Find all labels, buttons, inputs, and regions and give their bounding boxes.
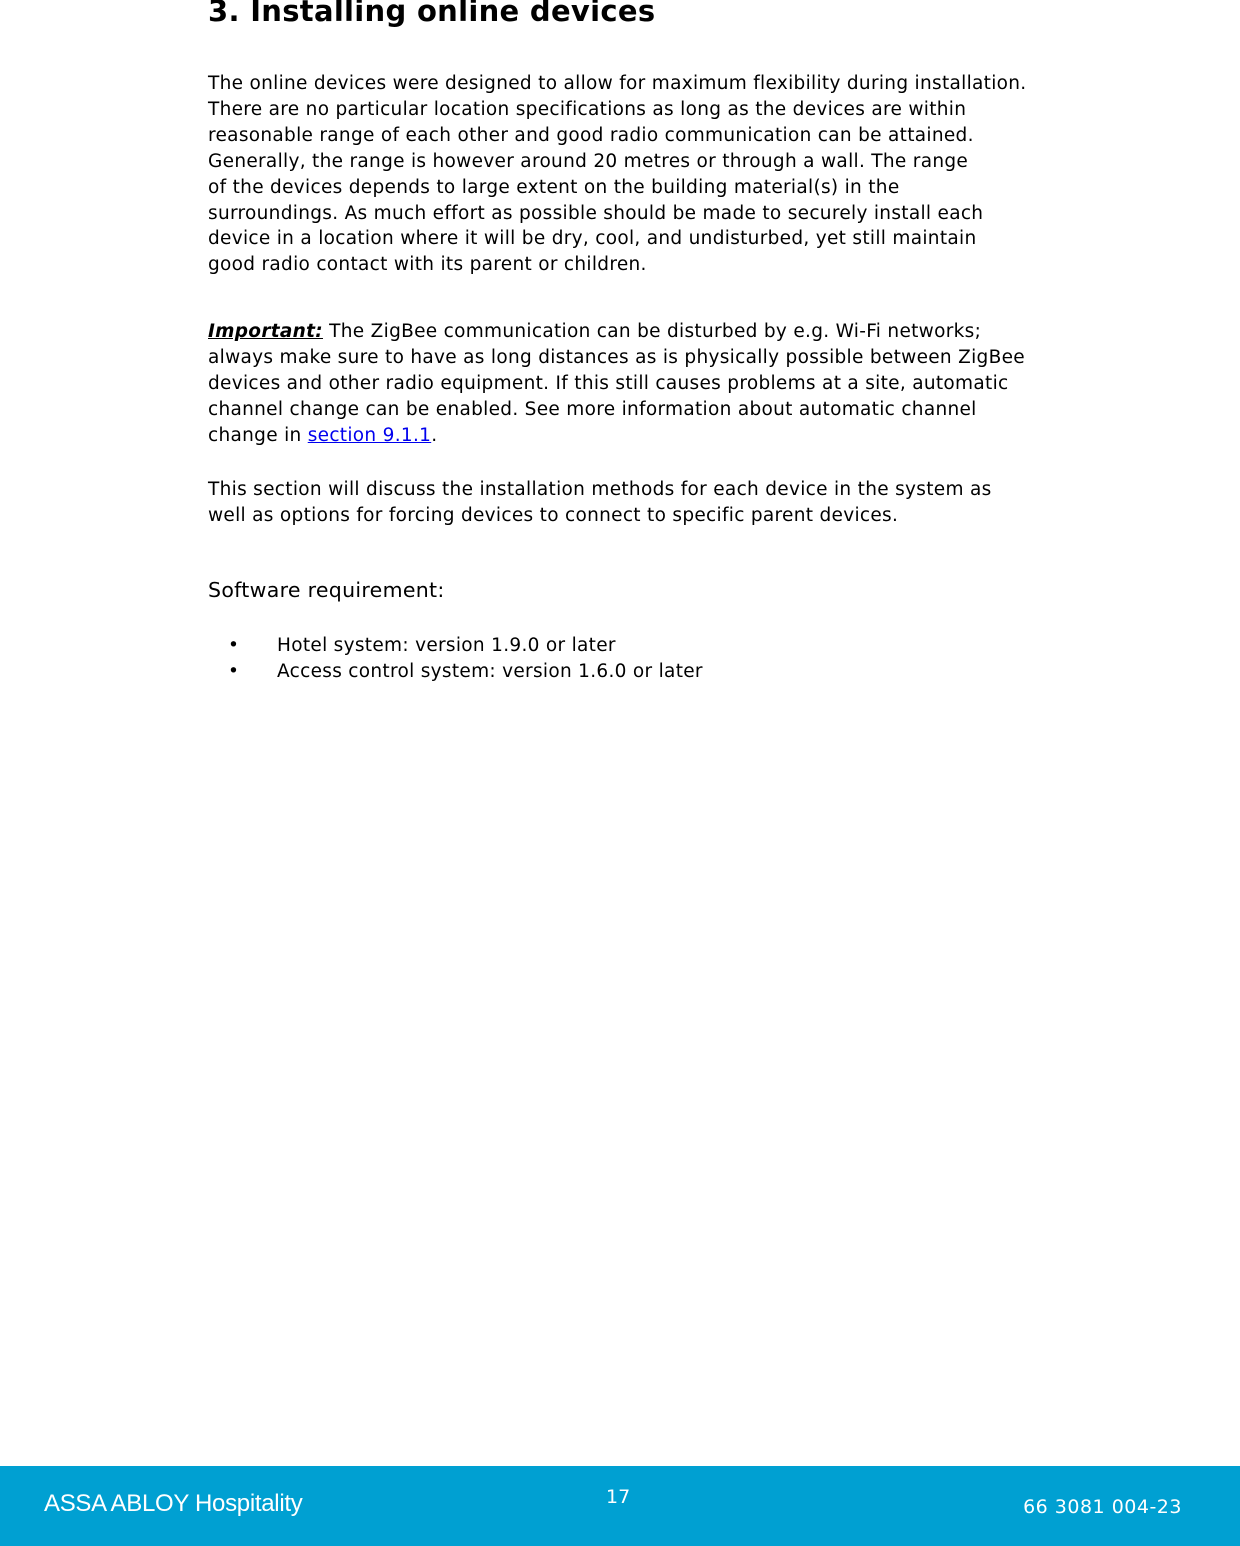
important-paragraph [208, 319, 1025, 449]
intro-line: The online devices were designed to allow for maximum flexibility during installation. [208, 73, 1027, 94]
requirements-list [208, 633, 703, 685]
intro-line: good radio contact with its parent or children. [208, 254, 647, 276]
important-line: channel change can be enabled. See more information about automatic channel [208, 398, 977, 420]
section-link[interactable]: section 9.1.1 [307, 424, 432, 446]
intro-line: device in a location where it will be dry, cool, and undisturbed, yet still maintain [208, 228, 977, 250]
page-title: 3. Installing online devices [208, 0, 656, 28]
important-text: change in [208, 424, 308, 446]
important-line: always make sure to have as long distances as is physically possible between ZigBee [208, 346, 1025, 368]
important-line: devices and other radio equipment. If this still causes problems at a site, automatic [208, 372, 1009, 394]
section-paragraph [208, 477, 992, 529]
list-item [208, 659, 703, 685]
list-item [208, 633, 703, 659]
intro-paragraph [208, 71, 1026, 278]
important-label: Important: [208, 321, 323, 342]
bullet-icon: • [228, 635, 240, 656]
section-line: well as options for forcing devices to connect to specific parent devices. [208, 504, 899, 526]
brand-logo: ASSA ABLOY Hospitality [44, 1490, 303, 1517]
important-text: . [431, 424, 438, 446]
intro-line: surroundings. As much effort as possible should be made to securely install each [208, 202, 984, 224]
bullet-icon: • [228, 661, 240, 682]
important-text: The ZigBee communication can be disturbed by e.g. Wi-Fi networks; [322, 321, 982, 342]
document-number: 66 3081 004-23 [1023, 1496, 1182, 1518]
list-item-text: Access control system: version 1.6.0 or later [277, 661, 703, 682]
intro-line: There are no particular location specifications as long as the devices are within [208, 98, 967, 120]
intro-line: of the devices depends to large extent on the building material(s) in the [208, 176, 900, 198]
page-footer [0, 1466, 1240, 1546]
intro-line: Generally, the range is however around 20 metres or through a wall. The range [208, 150, 969, 172]
software-heading: Software requirement: [208, 578, 445, 602]
intro-line: reasonable range of each other and good radio communication can be attained. [208, 124, 974, 146]
page-number: 17 [606, 1486, 631, 1508]
section-line: This section will discuss the installation methods for each device in the system as [208, 479, 992, 500]
list-item-text: Hotel system: version 1.9.0 or later [277, 635, 616, 656]
